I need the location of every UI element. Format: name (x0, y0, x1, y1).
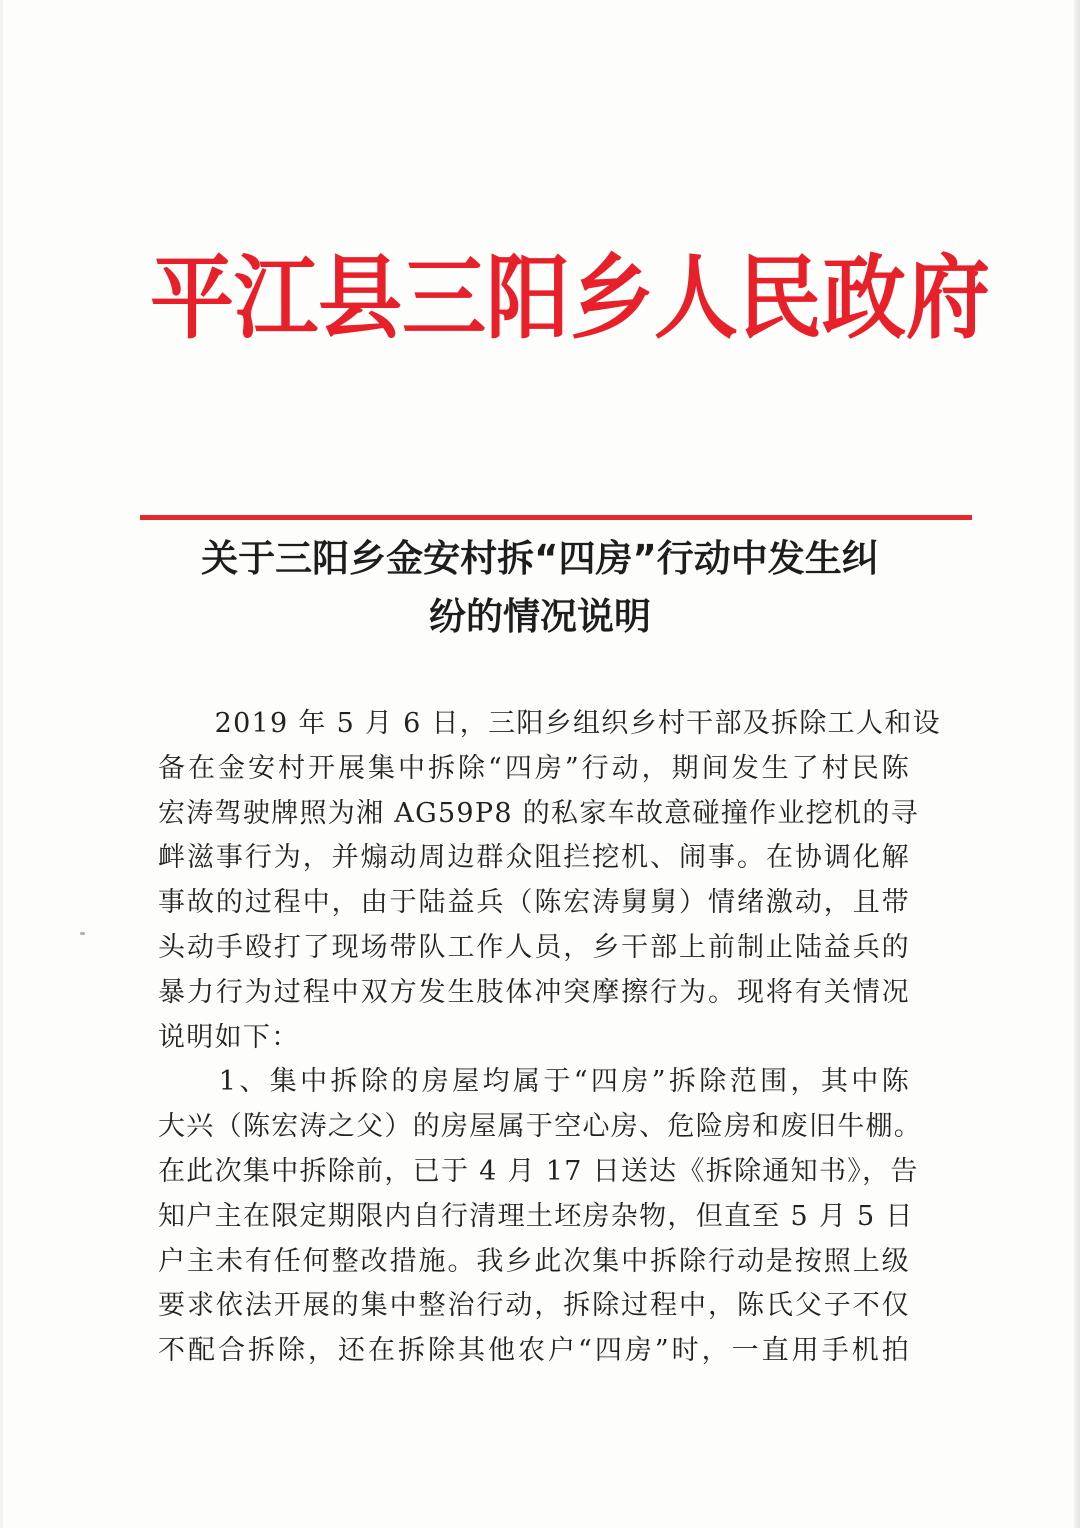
body-line: 衅滋事行为，并煽动周边群众阻拦挖机、闹事。在协调化解 (158, 842, 910, 874)
body-line: 说明如下： (158, 1021, 300, 1053)
body-line: 户主未有任何整改措施。我乡此次集中拆除行动是按照上级 (158, 1245, 910, 1277)
letterhead-red-rule (140, 515, 972, 520)
body-line: 宏涛驾驶牌照为湘 AG59P8 的私家车故意碰撞作业挖机的寻 (158, 797, 919, 829)
body-line: 不配合拆除，还在拆除其他农户“四房”时，一直用手机拍 (158, 1335, 910, 1367)
letterhead-org-name: 平江县三阳乡人民政府 (150, 244, 991, 352)
body-line: 知户主在限定期限内自行清理土坯房杂物，但直至 5 月 5 日 (158, 1200, 914, 1232)
body-line: 1、集中拆除的房屋均属于“四房”拆除范围，其中陈 (158, 1066, 910, 1098)
document-body (158, 702, 941, 1374)
scan-speck (80, 932, 85, 935)
body-line: 在此次集中拆除前，已于 4 月 17 日送达《拆除通知书》，告 (158, 1155, 919, 1187)
document-title (150, 530, 930, 646)
body-line: 暴力行为过程中双方发生肢体冲突摩擦行为。现将有关情况 (158, 976, 910, 1008)
body-line: 事故的过程中，由于陆益兵（陈宏涛舅舅）情绪激动，且带 (158, 887, 910, 919)
scan-edge-left (0, 0, 3, 1528)
document-title-line-2: 纷的情况说明 (429, 595, 651, 638)
body-line: 备在金安村开展集中拆除“四房”行动，期间发生了村民陈 (158, 752, 910, 784)
document-title-line-1: 关于三阳乡金安村拆“四房”行动中发生纠 (201, 537, 879, 580)
body-line: 头动手殴打了现场带队工作人员，乡干部上前制止陆益兵的 (158, 931, 910, 963)
scan-edge-right (1074, 0, 1080, 1528)
body-line: 要求依法开展的集中整治行动，拆除过程中，陈氏父子不仅 (158, 1290, 910, 1322)
body-line: 大兴（陈宏涛之父）的房屋属于空心房、危险房和废旧牛棚。 (158, 1111, 923, 1143)
body-line: 2019 年 5 月 6 日，三阳乡组织乡村干部及拆除工人和设 (158, 708, 941, 739)
